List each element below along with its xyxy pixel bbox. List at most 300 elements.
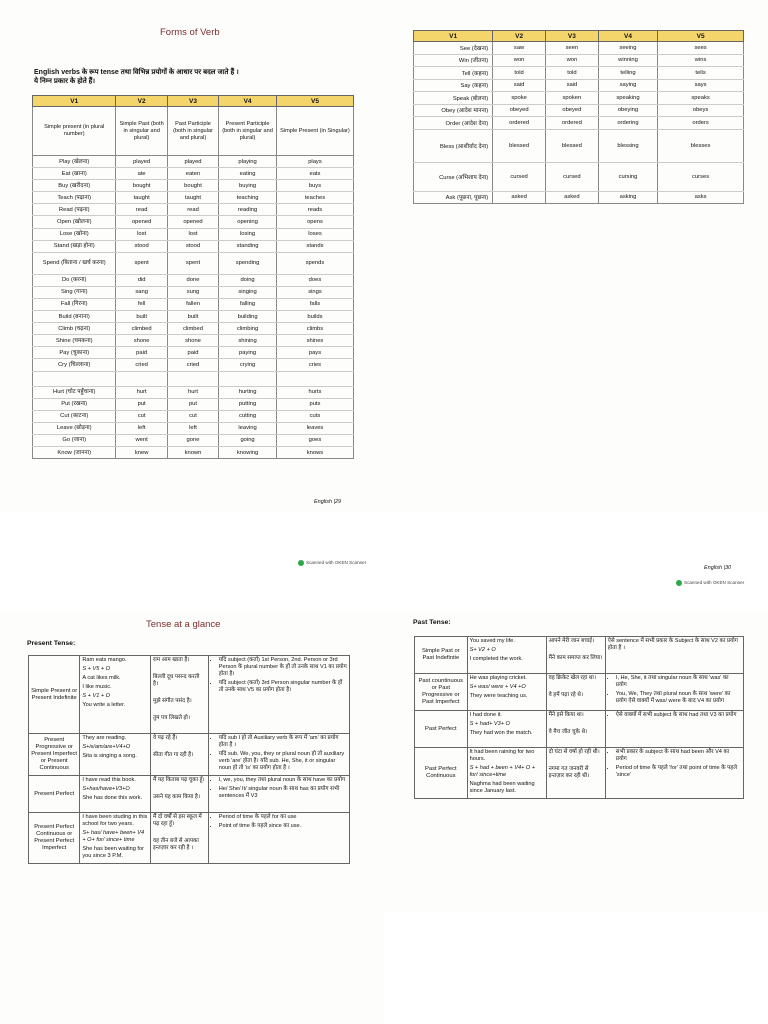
scanner-watermark: Scanned with OKEN Scanner: [676, 580, 744, 586]
verb-form-cell: bought: [116, 180, 167, 192]
table-row: [33, 192, 354, 204]
verb-form-cell: asking: [598, 191, 657, 204]
verb-form-cell: put: [167, 398, 218, 410]
verb-form-cell: blesses: [658, 129, 744, 162]
scanner-watermark: Scanned with OKEN Scanner: [298, 560, 366, 566]
verb-form-cell: sees: [658, 42, 744, 55]
verb-form-cell: putting: [219, 398, 277, 410]
verb-form-cell: doing: [219, 274, 277, 286]
example-line: I have read this book.: [82, 777, 136, 783]
example-line: S+ has/ have+ been+ V4 + O+ for/ since+ time: [82, 830, 145, 843]
example-line: I have been studing in this school for two years.: [82, 814, 148, 827]
verb-form-cell: cut: [116, 410, 167, 422]
verb-base-cell: Buy (खरीदना): [33, 180, 116, 192]
header-cell: V5: [276, 96, 353, 107]
verb-form-cell: shines: [276, 335, 353, 347]
verb-form-cell: falling: [219, 298, 277, 310]
verb-form-cell: left: [167, 422, 218, 434]
tense-name-cell: Past Perfect: [415, 711, 468, 748]
rule-cell: [208, 776, 349, 813]
verb-form-cell: sang: [116, 286, 167, 298]
rule-cell: [605, 637, 743, 674]
verb-form-cell: opened: [116, 216, 167, 228]
example-line: She has been waiting for you since 3 P.M.: [82, 846, 144, 859]
verb-form-cell: leaving: [219, 422, 277, 434]
hindi-line: वे पढ़ रहे हैं।: [152, 735, 178, 741]
example-line: I completed the work.: [469, 656, 523, 662]
rule-item: • यदि sub. We, you, they or plural noun हो तो auxiliary verb 'are' होता है। यदि sub. He, She, it or singular noun हो तो 'is' का प्रयोग होता है ।: [219, 751, 347, 772]
verb-forms-table: [32, 95, 354, 459]
verb-form-cell: seeing: [598, 42, 657, 55]
hindi-line: मैं यह किताब पढ़ चुका हूँ।: [152, 777, 205, 783]
verb-form-cell: cut: [167, 410, 218, 422]
example-line: S+ V2 + O: [469, 647, 496, 653]
table-row: [33, 228, 354, 240]
example-line: S + V1 + O: [82, 693, 111, 699]
table-row: [33, 434, 354, 446]
example-cell: [80, 776, 151, 813]
verb-form-cell: buying: [219, 180, 277, 192]
verb-form-cell: sung: [167, 286, 218, 298]
verb-form-cell: reads: [276, 204, 353, 216]
header-cell: V2: [116, 96, 167, 107]
verb-form-cell: speaks: [658, 92, 744, 105]
verb-form-cell: opens: [276, 216, 353, 228]
verb-form-cell: going: [219, 434, 277, 446]
verb-form-cell: [276, 371, 353, 386]
rule-list: [211, 777, 347, 800]
verb-form-cell: told: [545, 67, 598, 80]
verb-form-cell: ate: [116, 168, 167, 180]
hindi-line: वे हमें पढ़ा रहे थे।: [548, 692, 583, 698]
verb-form-cell: speaking: [598, 92, 657, 105]
verb-form-cell: hurting: [219, 386, 277, 398]
verb-base-cell: Know (जानना): [33, 446, 116, 458]
verb-form-cell: told: [493, 67, 546, 80]
verb-form-cell: climbed: [167, 323, 218, 335]
verb-form-cell: cutting: [219, 410, 277, 422]
rule-item: • I, He, She, it तथा singular noun के साथ 'was' का प्रयोग: [616, 675, 741, 689]
verb-form-cell: cried: [116, 359, 167, 371]
verb-form-cell: lost: [167, 228, 218, 240]
verb-form-cell: cries: [276, 359, 353, 371]
rule-item: • सभी प्रकार के subject के साथ had been और V4 का प्रयोग: [616, 749, 741, 763]
verb-base-cell: Stand (खड़ा होना): [33, 240, 116, 252]
verb-form-cell: known: [167, 446, 218, 458]
table-row: [33, 168, 354, 180]
hindi-line: बिल्ली दूध पसन्द करती है।: [152, 674, 200, 687]
subheader-cell: Simple present (in plural number): [33, 107, 116, 156]
example-line: I had done it.: [469, 712, 502, 718]
table-row: [33, 298, 354, 310]
verb-form-cell: climbed: [116, 323, 167, 335]
verb-form-cell: opening: [219, 216, 277, 228]
scanner-logo-icon: [676, 580, 682, 586]
verb-base-cell: Play (खेलना): [33, 156, 116, 168]
hindi-translation-cell: [546, 748, 605, 799]
verb-form-cell: spent: [116, 252, 167, 274]
rule-item: • I, we, you, they तथा plural noun के साथ have का प्रयोग: [219, 777, 347, 784]
verb-form-cell: read: [167, 204, 218, 216]
header-cell: V1: [414, 31, 493, 42]
verb-base-cell: Cut (काटना): [33, 410, 116, 422]
example-line: You saved my life.: [469, 638, 515, 644]
verb-form-cell: spent: [167, 252, 218, 274]
table-row: [414, 117, 744, 130]
present-tense-table: [28, 655, 350, 864]
example-line: S+is/am/are+V4+O: [82, 744, 131, 750]
section-heading: Past Tense:: [413, 619, 451, 626]
table-row: [33, 422, 354, 434]
hindi-translation-cell: [546, 711, 605, 748]
table-row: [414, 104, 744, 117]
verb-form-cell: stands: [276, 240, 353, 252]
rule-list: [211, 735, 347, 772]
verb-base-cell: Climb (चढ़ना): [33, 323, 116, 335]
verb-form-cell: [167, 371, 218, 386]
rule-cell: [605, 674, 743, 711]
verb-form-cell: climbs: [276, 323, 353, 335]
verb-base-cell: Lose (खोना): [33, 228, 116, 240]
example-line: S+has/have+V3+O: [82, 786, 130, 792]
verb-form-cell: ordered: [493, 117, 546, 130]
table-row: [33, 410, 354, 422]
verb-form-cell: playing: [219, 156, 277, 168]
table-row: [414, 67, 744, 80]
hindi-line: वह क्रिकेट खेल रहा था।: [548, 675, 596, 681]
verb-form-cell: did: [116, 274, 167, 286]
verb-base-cell: Say (कहना): [414, 79, 493, 92]
tense-row: [29, 776, 350, 813]
hindi-line: आपने मेरी जान बचाई।: [548, 638, 595, 644]
table-row: [414, 129, 744, 162]
example-line: He was playing cricket.: [469, 675, 527, 681]
verb-form-cell: falls: [276, 298, 353, 310]
example-cell: [467, 637, 546, 674]
verb-form-cell: plays: [276, 156, 353, 168]
verb-form-cell: done: [167, 274, 218, 286]
verb-form-cell: taught: [116, 192, 167, 204]
verb-base-cell: Cry (चिल्लाना): [33, 359, 116, 371]
example-line: She has done this work.: [82, 795, 143, 801]
table-row: [33, 323, 354, 335]
rule-cell: [605, 711, 743, 748]
verb-base-cell: [33, 371, 116, 386]
verb-form-cell: hurts: [276, 386, 353, 398]
example-line: S+ was/ were + V4 +O: [469, 684, 526, 690]
verb-base-cell: Go (जाना): [33, 434, 116, 446]
verb-form-cell: lost: [116, 228, 167, 240]
page-title: Forms of Verb: [160, 27, 220, 38]
verb-form-cell: read: [116, 204, 167, 216]
hindi-line: नगमा गत जनवरी से इन्तज़ार कर रही थी।: [548, 766, 590, 779]
tense-name-cell: Past countinuous or Past Progressive or Past Imperfect: [415, 674, 468, 711]
example-line: S + V5 + O: [82, 666, 111, 672]
table-row: [33, 398, 354, 410]
verb-form-cell: [116, 371, 167, 386]
rule-cell: [605, 748, 743, 799]
example-cell: [467, 674, 546, 711]
verb-form-cell: telling: [598, 67, 657, 80]
verb-form-cell: knew: [116, 446, 167, 458]
page-number: English |29: [314, 499, 342, 505]
table-row: [33, 286, 354, 298]
example-line: They had won the match.: [469, 730, 533, 736]
header-cell: V1: [33, 96, 116, 107]
verb-base-cell: Eat (खाना): [33, 168, 116, 180]
verb-form-cell: blessed: [493, 129, 546, 162]
verb-form-cell: opened: [167, 216, 218, 228]
table-row: [414, 79, 744, 92]
verb-form-cell: saying: [598, 79, 657, 92]
table-row: [414, 162, 744, 191]
verb-form-cell: winning: [598, 54, 657, 67]
verb-form-cell: obeying: [598, 104, 657, 117]
verb-form-cell: losing: [219, 228, 277, 240]
verb-form-cell: cursed: [493, 162, 546, 191]
verb-form-cell: fell: [116, 298, 167, 310]
verb-form-cell: built: [167, 311, 218, 323]
verb-form-cell: teaching: [219, 192, 277, 204]
verb-form-cell: [219, 371, 277, 386]
verb-form-cell: spends: [276, 252, 353, 274]
verb-form-cell: eats: [276, 168, 353, 180]
verb-form-cell: hurt: [167, 386, 218, 398]
verb-form-cell: saw: [493, 42, 546, 55]
header-cell: V2: [493, 31, 546, 42]
header-cell: V4: [219, 96, 277, 107]
rule-list: [608, 749, 741, 779]
verb-base-cell: Tell (कहना): [414, 67, 493, 80]
tense-row: [29, 813, 350, 864]
table-row: [414, 42, 744, 55]
verb-form-cell: asks: [658, 191, 744, 204]
rule-item: • यदि subject (कर्ता) 1st Person, 2nd. Person or 3rd Person के plural number के हों तो उनके साथ V1 का प्रयोग होता है।: [219, 657, 347, 678]
rule-text: ऐसे sentence में सभी प्रकार के Subject के साथ V2 का प्रयोग होता है ।: [607, 638, 738, 651]
verb-form-cell: cried: [167, 359, 218, 371]
rule-cell: [208, 734, 349, 776]
example-line: Ram eats mango.: [82, 657, 127, 663]
verb-forms-table-2: [413, 30, 744, 204]
tense-name-cell: Simple Present or Present Indefinite: [29, 656, 80, 734]
verb-form-cell: wins: [658, 54, 744, 67]
rule-item: • Period of time के पहले 'for' तथा point of time के पहले 'since': [616, 765, 741, 779]
verb-base-cell: Order (आदेश देना): [414, 117, 493, 130]
verb-base-cell: Open (खोलना): [33, 216, 116, 228]
subheader-cell: Present Participle (both in singular and plural): [219, 107, 277, 156]
hindi-line: वे मैच जीत चुके थे।: [548, 729, 588, 735]
rule-cell: [208, 813, 349, 864]
verb-form-cell: spoken: [545, 92, 598, 105]
hindi-line: सीता गीत गा रही है।: [152, 752, 194, 758]
table-row: [33, 359, 354, 371]
verb-form-cell: played: [116, 156, 167, 168]
tense-row: [415, 674, 744, 711]
verb-form-cell: taught: [167, 192, 218, 204]
verb-base-cell: Ask (पूछना, पूछना): [414, 191, 493, 204]
verb-base-cell: Curse (अभिशाप देना): [414, 162, 493, 191]
verb-form-cell: spending: [219, 252, 277, 274]
table-row: [33, 386, 354, 398]
tense-name-cell: Present Progressive or Present Imperfect or Present Continuous: [29, 734, 80, 776]
tense-name-cell: Present Perfect: [29, 776, 80, 813]
example-cell: [80, 813, 151, 864]
tense-name-cell: Simple Past or Past Indefinite: [415, 637, 468, 674]
verb-form-cell: stood: [116, 240, 167, 252]
table-row: [33, 240, 354, 252]
verb-form-cell: reading: [219, 204, 277, 216]
tense-name-cell: Past Perfect Continuous: [415, 748, 468, 799]
verb-form-cell: puts: [276, 398, 353, 410]
verb-form-cell: tells: [658, 67, 744, 80]
table-row: [414, 92, 744, 105]
hindi-translation-cell: [546, 674, 605, 711]
verb-form-cell: shining: [219, 335, 277, 347]
subheader-cell: Simple Present (in Singular): [276, 107, 353, 156]
example-line: S + had+ V3+ O: [469, 721, 510, 727]
verb-form-cell: knows: [276, 446, 353, 458]
verb-form-cell: eaten: [167, 168, 218, 180]
rule-item: • He/ She/ It/ singular noun के साथ has का प्रयोग सभी sentences में V3: [219, 786, 347, 800]
example-line: A cat likes milk.: [82, 675, 121, 681]
rule-list: [608, 675, 741, 705]
rule-item: • Point of time के पहले since का use.: [219, 823, 347, 830]
verb-form-cell: singing: [219, 286, 277, 298]
hindi-line: उसने यह काम किया है।: [152, 794, 200, 800]
table-row: [414, 191, 744, 204]
verb-form-cell: ordered: [545, 117, 598, 130]
verb-base-cell: Shine (चमकना): [33, 335, 116, 347]
verb-form-cell: left: [116, 422, 167, 434]
hindi-translation-cell: [546, 637, 605, 674]
page-verb-forms-continued: [384, 0, 768, 512]
verb-form-cell: pays: [276, 347, 353, 359]
verb-form-cell: eating: [219, 168, 277, 180]
header-cell: V3: [167, 96, 218, 107]
verb-form-cell: paid: [167, 347, 218, 359]
verb-form-cell: blessing: [598, 129, 657, 162]
verb-form-cell: said: [493, 79, 546, 92]
hindi-line: मैं दो वर्षों से इस स्कूल में पढ़ रहा हूँ।: [152, 814, 202, 827]
table-row: [33, 204, 354, 216]
example-line: Sita is singing a song.: [82, 753, 137, 759]
subheader-cell: Simple Past (both in singular and plural): [116, 107, 167, 156]
scanner-logo-icon: [298, 560, 304, 566]
verb-form-cell: stood: [167, 240, 218, 252]
table-row: [33, 347, 354, 359]
table-row: [33, 371, 354, 386]
verb-form-cell: bought: [167, 180, 218, 192]
verb-form-cell: knowing: [219, 446, 277, 458]
example-cell: [80, 656, 151, 734]
verb-form-cell: shone: [116, 335, 167, 347]
example-cell: [467, 748, 546, 799]
verb-form-cell: crying: [219, 359, 277, 371]
table-header-row: [33, 96, 354, 107]
hindi-translation-cell: [150, 656, 208, 734]
subheader-row: [33, 107, 354, 156]
verb-form-cell: obeyed: [493, 104, 546, 117]
table-row: [33, 446, 354, 458]
example-line: Naghma had been waiting since January last.: [469, 781, 535, 794]
verb-form-cell: does: [276, 274, 353, 286]
hindi-line: वह तीन बजे से आपका इन्तज़ार कर रही है ।: [152, 838, 199, 851]
rule-item: • ऐसे वाक्यों में सभी subject के साथ had तथा V3 का प्रयोग: [616, 712, 741, 719]
verb-form-cell: leaves: [276, 422, 353, 434]
verb-form-cell: cursing: [598, 162, 657, 191]
verb-base-cell: Leave (छोड़ना): [33, 422, 116, 434]
verb-form-cell: standing: [219, 240, 277, 252]
example-line: S + had + been + V4+ O + for/ since+time: [469, 765, 536, 778]
example-line: They were teaching us.: [469, 693, 528, 699]
tense-row: [29, 656, 350, 734]
rule-list: [608, 712, 741, 719]
verb-base-cell: Teach (पढ़ाना): [33, 192, 116, 204]
verb-base-cell: Bless (आशीर्वाद देना): [414, 129, 493, 162]
hindi-translation-cell: [150, 776, 208, 813]
verb-base-cell: See (देखना): [414, 42, 493, 55]
verb-form-cell: spoke: [493, 92, 546, 105]
verb-base-cell: Fall (गिरना): [33, 298, 116, 310]
verb-form-cell: gone: [167, 434, 218, 446]
verb-form-cell: built: [116, 311, 167, 323]
verb-base-cell: Sing (गाना): [33, 286, 116, 298]
page-title: Tense at a glance: [146, 619, 221, 630]
tense-name-cell: Present Perfect Continuous or Present Perfect Imperfect: [29, 813, 80, 864]
page-forms-of-verb: [0, 0, 384, 512]
example-cell: [80, 734, 151, 776]
rule-item: • यदि sub I हो तो Auxiliary verb के रूप में 'am' का प्रयोग होता है ।: [219, 735, 347, 749]
page-tense-at-a-glance: [0, 612, 384, 1024]
verb-form-cell: asked: [493, 191, 546, 204]
hindi-line: दो घंटा से वर्षा हो रही थी।: [548, 749, 600, 755]
verb-form-cell: curses: [658, 162, 744, 191]
verb-form-cell: obeys: [658, 104, 744, 117]
verb-form-cell: builds: [276, 311, 353, 323]
section-heading: Present Tense:: [27, 640, 76, 647]
table-row: [33, 156, 354, 168]
tense-row: [415, 711, 744, 748]
rule-list: [211, 657, 347, 694]
verb-base-cell: Speak (बोलना): [414, 92, 493, 105]
hindi-line: मैंने इसे किया था।: [548, 712, 584, 718]
table-row: [33, 216, 354, 228]
hindi-line: मुझे संगीत पसंद है।: [152, 698, 192, 704]
verb-form-cell: seen: [545, 42, 598, 55]
header-cell: V5: [658, 31, 744, 42]
verb-base-cell: Read (पढ़ना): [33, 204, 116, 216]
verb-form-cell: loses: [276, 228, 353, 240]
rule-item: • You, We, They तथा plural noun के साथ 'were' का प्रयोग ऐसे वाक्यों में was/ were के बाद V4 का प्रयोग: [616, 691, 741, 705]
table-row: [33, 180, 354, 192]
hindi-line: राम आम खाता है।: [152, 657, 190, 663]
verb-base-cell: Spend (बिताना / खर्च करना): [33, 252, 116, 274]
page-past-tense: [384, 612, 768, 912]
verb-form-cell: climbing: [219, 323, 277, 335]
example-line: They are reading.: [82, 735, 127, 741]
rule-cell: [208, 656, 349, 734]
rule-list: [211, 814, 347, 830]
verb-form-cell: hurt: [116, 386, 167, 398]
intro-line-2: ये निम्न प्रकार के होते हैं।: [34, 78, 96, 85]
table-row: [414, 54, 744, 67]
example-cell: [467, 711, 546, 748]
verb-base-cell: Do (करना): [33, 274, 116, 286]
verb-base-cell: Obey (आदेश मानना): [414, 104, 493, 117]
rule-item: • Period of time के पहले for का use: [219, 814, 347, 821]
verb-form-cell: sings: [276, 286, 353, 298]
verb-form-cell: paid: [116, 347, 167, 359]
